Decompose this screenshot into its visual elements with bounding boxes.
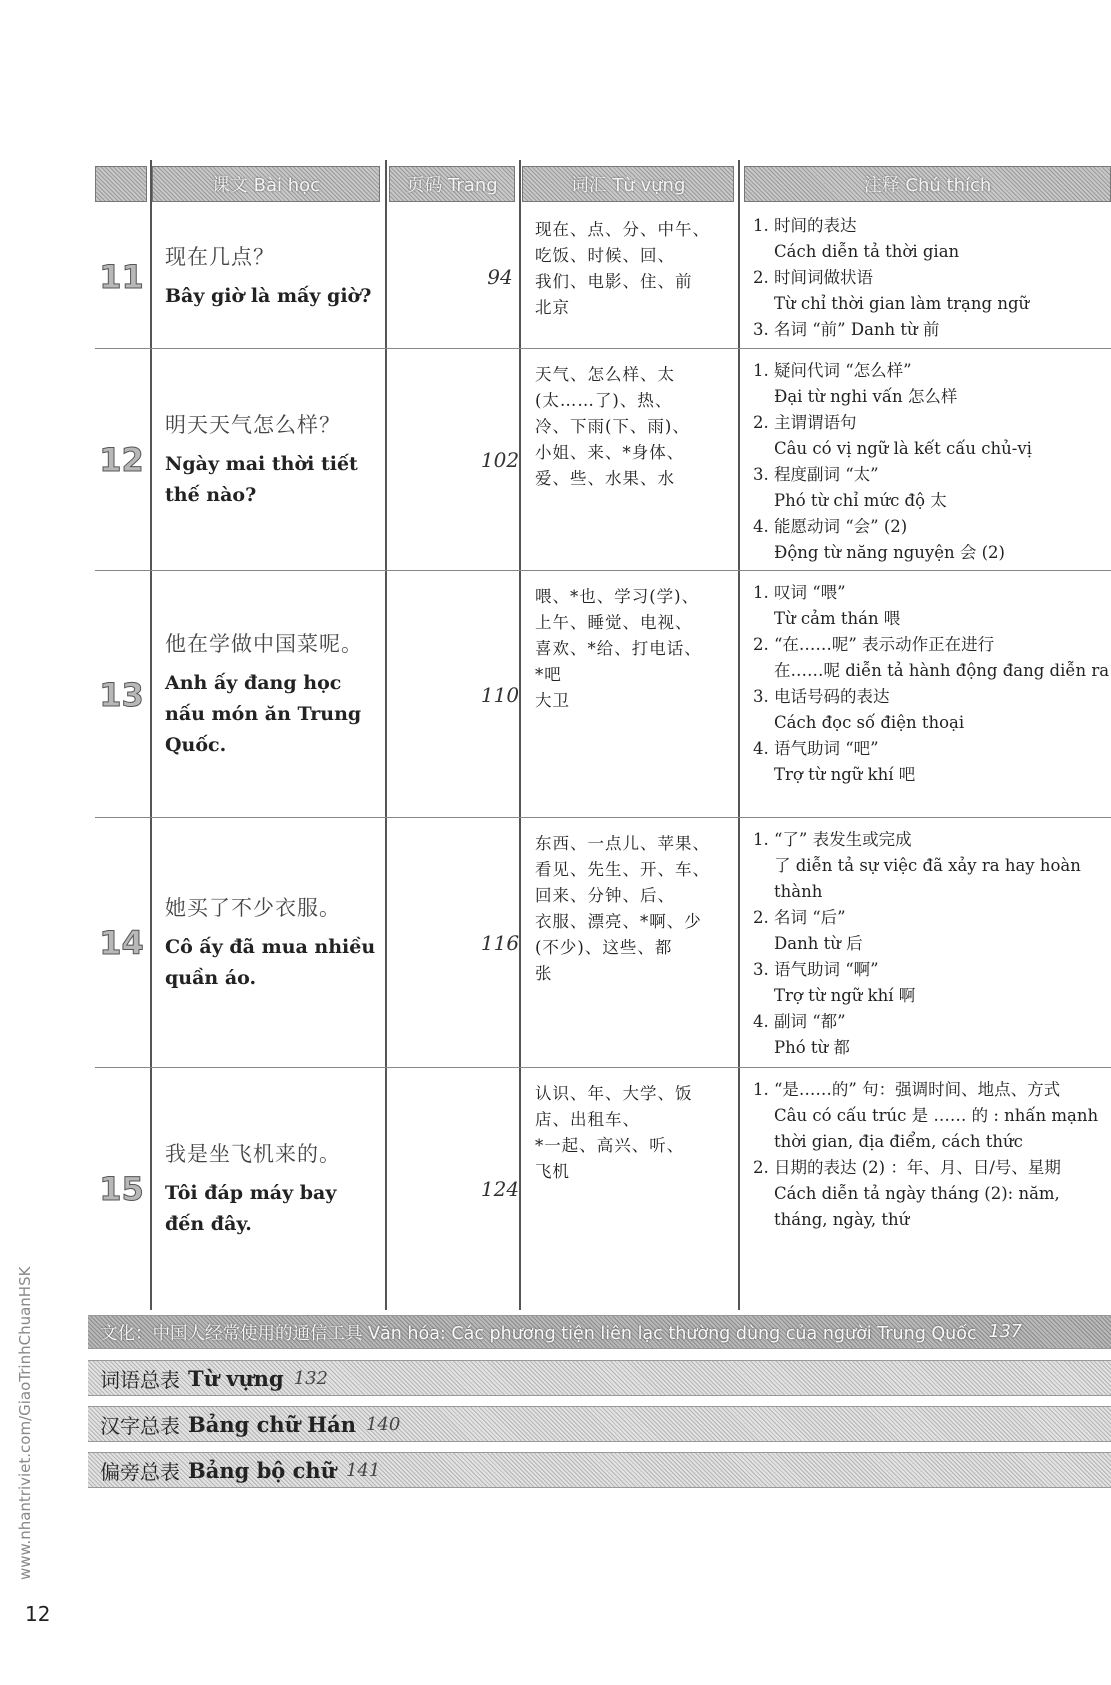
lesson-page: 110 <box>480 682 520 707</box>
appendix-bar-radicals <box>88 1452 1111 1488</box>
lesson-row <box>95 572 1111 817</box>
note-line: Phó từ chỉ mức độ 太 <box>774 491 947 510</box>
notes-list <box>753 827 1111 1061</box>
note-line: 3. 电话号码的表达 <box>753 687 890 706</box>
vocab-line: 爱、些、水果、水 <box>535 469 675 488</box>
lesson-page: 124 <box>480 1177 520 1201</box>
lesson-page: 102 <box>480 448 520 472</box>
vocab-line: 飞机 <box>535 1162 570 1181</box>
vocab-line: 吃饭、时候、回、 <box>535 246 675 265</box>
lesson-row <box>95 205 1111 348</box>
vocab-line: 张 <box>535 964 553 983</box>
culture-bar <box>88 1315 1111 1349</box>
note-line: 3. 语气助词 “啊” <box>753 960 879 979</box>
vocab-line: 衣服、漂亮、*啊、少 <box>535 912 702 931</box>
note-line: Cách đọc số điện thoại <box>774 713 965 732</box>
notes-list <box>753 358 1111 566</box>
header-cell-lesson: 课文 Bài học <box>152 166 380 202</box>
lesson-number: 15 <box>99 1170 144 1208</box>
notes-list <box>753 1077 1111 1233</box>
appendix-page: 140 <box>365 1413 401 1435</box>
row-divider <box>95 817 1111 818</box>
note-line: 1. “了” 表发生或完成 <box>753 830 912 849</box>
header-cell-number <box>95 166 147 202</box>
note-line: 2. “在……呢” 表示动作正在进行 <box>753 635 995 654</box>
appendix-page: 141 <box>345 1459 381 1481</box>
row-divider <box>95 348 1111 349</box>
vocab-line: 天气、怎么样、太 <box>535 365 675 384</box>
lesson-number: 14 <box>99 924 144 962</box>
note-line: 1. “是……的” 句：强调时间、地点、方式 <box>753 1080 1061 1099</box>
vocab-line: 喜欢、*给、打电话、 <box>535 639 702 658</box>
note-line: 1. 疑问代词 “怎么样” <box>753 361 912 380</box>
appendix-title-vi: Bảng chữ Hán <box>188 1411 356 1437</box>
vocab-line: 店、出租车、 <box>535 1110 640 1129</box>
lesson-title <box>165 819 380 1067</box>
note-line: Cách diễn tả ngày tháng (2): năm, tháng, ngày, thứ <box>774 1184 1060 1229</box>
note-line: 2. 日期的表达 (2) ：年、月、日/号、星期 <box>753 1158 1061 1177</box>
note-line: 1. 时间的表达 <box>753 216 857 235</box>
lesson-title-zh: 明天天气怎么样？ <box>165 413 341 437</box>
note-line: 了 diễn tả sự việc đã xảy ra hay hoàn thành <box>774 856 1081 901</box>
lesson-number: 11 <box>99 257 144 296</box>
lesson-title <box>165 1069 380 1309</box>
note-line: Từ cảm thán 喂 <box>774 609 901 628</box>
header-cell-notes: 注释 Chú thích <box>744 166 1111 202</box>
vocab-line: 大卫 <box>535 691 570 710</box>
note-line: Trợ từ ngữ khí 吧 <box>774 765 916 784</box>
lesson-number: 12 <box>99 441 144 479</box>
vocab-line: 我们、电影、住、前 <box>535 272 693 291</box>
vocab-line: 认识、年、大学、饭 <box>535 1084 693 1103</box>
vocab-line: 现在、点、分、中午、 <box>535 220 710 239</box>
note-line: Phó từ 都 <box>774 1038 850 1057</box>
header-cell-page: 页码 Trang <box>389 166 515 202</box>
appendix-title-zh: 偏旁总表 <box>100 1459 180 1484</box>
vocab-line: (太……了)、热、 <box>535 391 673 410</box>
note-line: Danh từ 后 <box>774 934 863 953</box>
vocab-line: 回来、分钟、后、 <box>535 886 675 905</box>
lesson-title <box>165 350 380 570</box>
vocab-line: 小姐、来、*身体、 <box>535 443 685 462</box>
appendix-bar-characters <box>88 1406 1111 1442</box>
lesson-title-vi: Ngày mai thời tiết thế nào? <box>165 453 358 506</box>
note-line: 2. 主谓谓语句 <box>753 413 857 432</box>
appendix-title-vi: Từ vựng <box>188 1365 284 1391</box>
row-divider <box>95 570 1111 571</box>
note-line: Từ chỉ thời gian làm trạng ngữ <box>774 294 1030 313</box>
vocab-line: 东西、一点儿、苹果、 <box>535 834 710 853</box>
lesson-title <box>165 572 380 817</box>
lesson-title-zh: 现在几点？ <box>165 245 275 269</box>
vocab-line: 冷、下雨(下、雨)、 <box>535 417 690 436</box>
note-line: Động từ năng nguyện 会 (2) <box>774 543 1005 562</box>
note-line: 4. 能愿动词 “会” (2) <box>753 517 908 536</box>
vocab-line: *吧 <box>535 665 562 684</box>
note-line: Cách diễn tả thời gian <box>774 242 960 261</box>
note-line: 3. 名词 “前” Danh từ 前 <box>753 320 940 339</box>
vocab-line: 上午、睡觉、电视、 <box>535 613 693 632</box>
lesson-page: 116 <box>480 931 520 955</box>
note-line: Câu có vị ngữ là kết cấu chủ-vị <box>774 439 1032 458</box>
lesson-title-vi: Tôi đáp máy bay đến đây. <box>165 1182 337 1235</box>
note-line: 3. 程度副词 “太” <box>753 465 879 484</box>
note-line: Câu có cấu trúc 是 …… 的 : nhấn mạnh thời gian, địa điểm, cách thức <box>774 1106 1099 1151</box>
lesson-title-vi: Anh ấy đang học nấu món ăn Trung Quốc. <box>165 672 362 756</box>
note-line: 1. 叹词 “喂” <box>753 583 846 602</box>
note-line: 4. 副词 “都” <box>753 1012 846 1031</box>
appendix-title-zh: 词语总表 <box>100 1367 180 1392</box>
vocab-line: 北京 <box>535 298 570 317</box>
lesson-row <box>95 1069 1111 1309</box>
appendix-page: 132 <box>293 1367 328 1389</box>
lesson-number: 13 <box>99 675 144 714</box>
header-cell-vocab: 词汇 Từ vựng <box>522 166 734 202</box>
notes-list <box>753 580 1111 788</box>
lesson-title-zh: 他在学做中国菜呢。 <box>165 632 363 656</box>
vocab-line: 喂、*也、学习(学)、 <box>535 587 700 606</box>
lesson-row <box>95 819 1111 1067</box>
note-line: 4. 语气助词 “吧” <box>753 739 879 758</box>
row-divider <box>95 1067 1111 1068</box>
appendix-title-vi: Bảng bộ chữ <box>188 1457 336 1483</box>
watermark-url: www.nhantriviet.com/GiaoTrinhChuanHSK <box>16 1266 34 1580</box>
lesson-title-vi: Bây giờ là mấy giờ? <box>165 285 372 307</box>
page-number: 12 <box>25 1602 51 1626</box>
vocab-line: (不少)、这些、都 <box>535 938 673 957</box>
lesson-title <box>165 205 380 348</box>
lesson-page: 94 <box>487 264 513 289</box>
vocab-line: *一起、高兴、听、 <box>535 1136 685 1155</box>
lesson-title-zh: 我是坐飞机来的。 <box>165 1142 341 1166</box>
culture-text: 文化：中国人经常使用的通信工具 Văn hóa: Các phương tiện liên lạc thường dùng của người Trung Quốc <box>100 1323 977 1344</box>
lesson-title-zh: 她买了不少衣服。 <box>165 896 341 920</box>
appendix-bar-vocabulary <box>88 1360 1111 1396</box>
lesson-row <box>95 350 1111 570</box>
notes-list <box>753 213 1111 343</box>
lesson-title-vi: Cô ấy đã mua nhiều quần áo. <box>165 936 376 989</box>
note-line: 在……呢 diễn tả hành động đang diễn ra <box>774 661 1110 680</box>
note-line: 2. 名词 “后” <box>753 908 846 927</box>
note-line: Đại từ nghi vấn 怎么样 <box>774 387 958 406</box>
note-line: Trợ từ ngữ khí 啊 <box>774 986 916 1005</box>
vocab-line: 看见、先生、开、车、 <box>535 860 710 879</box>
note-line: 2. 时间词做状语 <box>753 268 873 287</box>
appendix-title-zh: 汉字总表 <box>100 1413 180 1438</box>
culture-page: 137 <box>988 1322 1023 1342</box>
